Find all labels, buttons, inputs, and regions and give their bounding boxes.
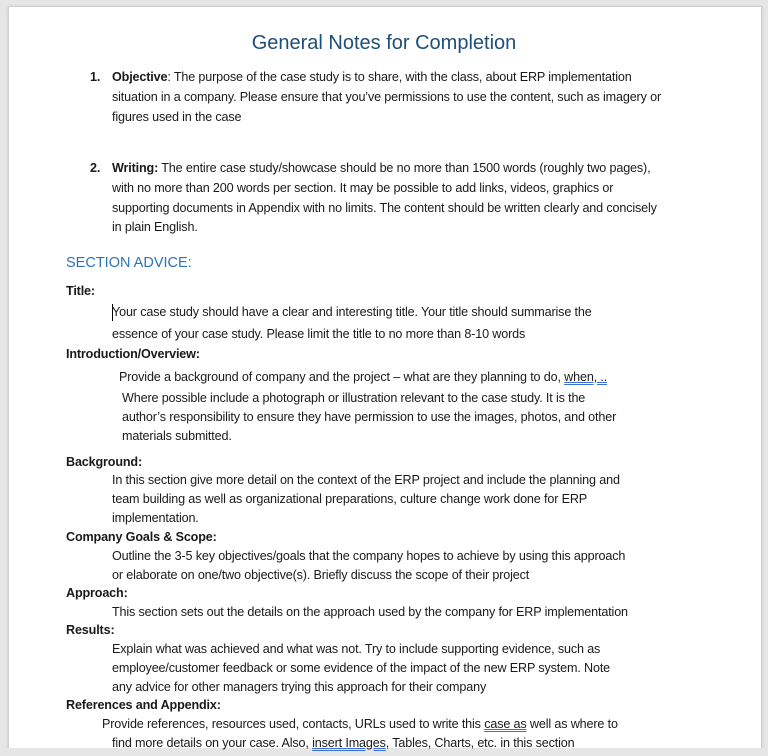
section-text: implementation. — [112, 511, 199, 525]
section-text-part: Provide references, resources used, contacts, URLs used to write this — [102, 717, 485, 731]
section-advice-heading: SECTION ADVICE: — [66, 255, 192, 271]
section-text — [112, 735, 574, 751]
section-heading-introduction: Introduction/Overview: — [66, 347, 200, 361]
section-heading-goals-scope: Company Goals & Scope: — [66, 530, 217, 544]
section-text: In this section give more detail on the context of the ERP project and include the planning and — [112, 473, 620, 487]
note-text: : The purpose of the case study is to share, with the class, about ERP implementation — [167, 70, 632, 84]
section-text: materials submitted. — [122, 429, 232, 443]
note-text: supporting documents in Appendix with no limits. The content should be written clearly and concisely — [112, 201, 657, 215]
section-text: This section sets out the details on the approach used by the company for ERP implementation — [112, 605, 628, 619]
section-text: employee/customer feedback or some evidence of the impact of the new ERP system. Note — [112, 661, 611, 675]
section-text: essence of your case study. Please limit the title to no more than 8-10 words — [112, 327, 526, 341]
section-heading-title: Title: — [66, 284, 95, 298]
section-text-part: , Tables, Charts, etc. in this section — [385, 736, 575, 750]
section-text: team building as well as organizational preparations, culture change work done for ERP — [112, 492, 588, 506]
document-title: General Notes for Completion — [251, 32, 517, 54]
section-heading-results: Results: — [66, 623, 115, 637]
section-text: or elaborate on one/two objective(s). Briefly discuss the scope of their project — [112, 568, 530, 582]
note-label: Objective — [112, 70, 168, 84]
section-text: Explain what was achieved and what was not. Try to include supporting evidence, such as — [112, 642, 601, 656]
note-text: in plain English. — [112, 220, 198, 234]
list-number: 1. — [90, 70, 101, 84]
note-label: Writing: — [112, 161, 159, 175]
note-text: figures used in the case — [112, 110, 242, 124]
grammar-flagged-text[interactable]: when, .. — [564, 370, 608, 384]
grammar-flagged-text[interactable]: insert Images — [312, 736, 386, 750]
note-objective-line — [112, 69, 632, 85]
section-text: Outline the 3-5 key objectives/goals that the company hopes to achieve by using this approach — [112, 549, 626, 563]
list-number: 2. — [90, 161, 101, 175]
section-text: any advice for other managers trying this approach for their company — [112, 680, 487, 694]
section-text: Where possible include a photograph or illustration relevant to the case study. It is the — [122, 391, 586, 405]
section-text-part: well as where to — [526, 717, 618, 731]
section-text-part: Provide a background of company and the project – what are they planning to do, — [119, 370, 565, 384]
note-text: situation in a company. Please ensure that you’ve permissions to use the content, such as imagery or — [112, 90, 661, 104]
note-text: The entire case study/showcase should be no more than 1500 words (roughly two pages), — [158, 161, 651, 175]
section-text: author’s responsibility to ensure they have permission to use the images, photos, and other — [122, 410, 617, 424]
section-heading-references: References and Appendix: — [66, 698, 221, 712]
section-text — [102, 716, 618, 732]
grammar-flagged-text[interactable]: case as — [484, 717, 527, 731]
section-heading-background: Background: — [66, 455, 143, 469]
note-writing-line — [112, 160, 650, 176]
note-text: with no more than 200 words per section. It may be possible to add links, videos, graphics or — [112, 181, 614, 195]
section-text — [119, 369, 607, 385]
section-text: Your case study should have a clear and interesting title. Your title should summarise the — [112, 305, 592, 319]
section-heading-approach: Approach: — [66, 586, 128, 600]
section-text-part: find more details on your case. Also, — [112, 736, 313, 750]
